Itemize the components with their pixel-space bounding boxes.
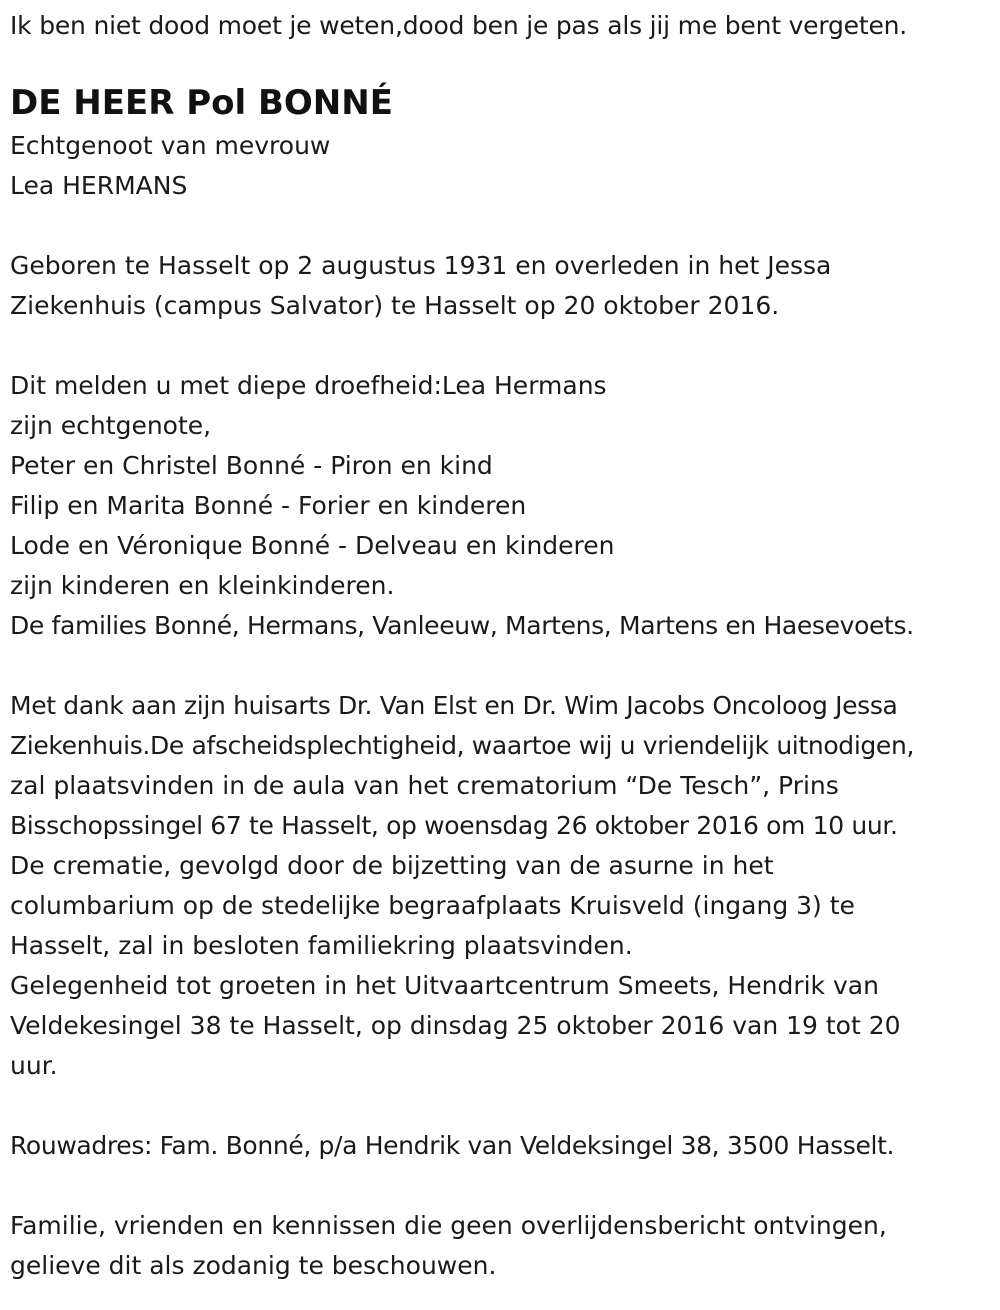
address-line: Rouwadres: Fam. Bonné, p/a Hendrik van Veldeksingel 38, 3500 Hasselt. [10,1131,895,1160]
closing-block [10,1206,990,1286]
ceremony-line: Bisschopssingel 67 te Hasselt, op woensdag 26 oktober 2016 om 10 uur. [10,811,898,840]
announcer-line: Lode en Véronique Bonné - Delveau en kinderen [10,531,615,560]
deceased-title: DE HEER Pol BONNÉ [10,83,393,123]
spouse-block [10,126,990,206]
ceremony-line: Veldekesingel 38 te Hasselt, op dinsdag 25 oktober 2016 van 19 tot 20 [10,1011,901,1040]
announcer-line: Filip en Marita Bonné - Forier en kinderen [10,491,527,520]
announcer-line: Dit melden u met diepe droefheid:Lea Hermans [10,371,607,400]
spouse-line: Echtgenoot van mevrouw [10,131,331,160]
announcer-line: zijn echtgenote, [10,411,212,440]
birth-death-line: Geboren te Hasselt op 2 augustus 1931 en overleden in het Jessa [10,251,832,280]
announcer-line: zijn kinderen en kleinkinderen. [10,571,395,600]
ceremony-line: uur. [10,1051,58,1080]
spouse-name: Lea HERMANS [10,171,188,200]
ceremony-block [10,686,990,1086]
closing-line: gelieve dit als zodanig te beschouwen. [10,1251,497,1280]
birth-death-block [10,246,990,326]
ceremony-line: Met dank aan zijn huisarts Dr. Van Elst en Dr. Wim Jacobs Oncoloog Jessa [10,691,898,720]
ceremony-line: zal plaatsvinden in de aula van het crematorium “De Tesch”, Prins [10,771,839,800]
ceremony-line: De crematie, gevolgd door de bijzetting van de asurne in het [10,851,774,880]
ceremony-line: Gelegenheid tot groeten in het Uitvaartcentrum Smeets, Hendrik van [10,971,879,1000]
closing-line: Familie, vrienden en kennissen die geen overlijdensbericht ontvingen, [10,1211,887,1240]
announcer-line: De families Bonné, Hermans, Vanleeuw, Martens, Martens en Haesevoets. [10,611,914,640]
motto-quote: Ik ben niet dood moet je weten,dood ben je pas als jij me bent vergeten. [10,11,908,40]
ceremony-line: columbarium op de stedelijke begraafplaats Kruisveld (ingang 3) te [10,891,855,920]
announcer-line: Peter en Christel Bonné - Piron en kind [10,451,493,480]
ceremony-line: Ziekenhuis.De afscheidsplechtigheid, waartoe wij u vriendelijk uitnodigen, [10,731,915,760]
birth-death-line: Ziekenhuis (campus Salvator) te Hasselt op 20 oktober 2016. [10,291,780,320]
ceremony-line: Hasselt, zal in besloten familiekring plaatsvinden. [10,931,633,960]
announcers-block [10,366,990,646]
address-block [10,1126,990,1166]
